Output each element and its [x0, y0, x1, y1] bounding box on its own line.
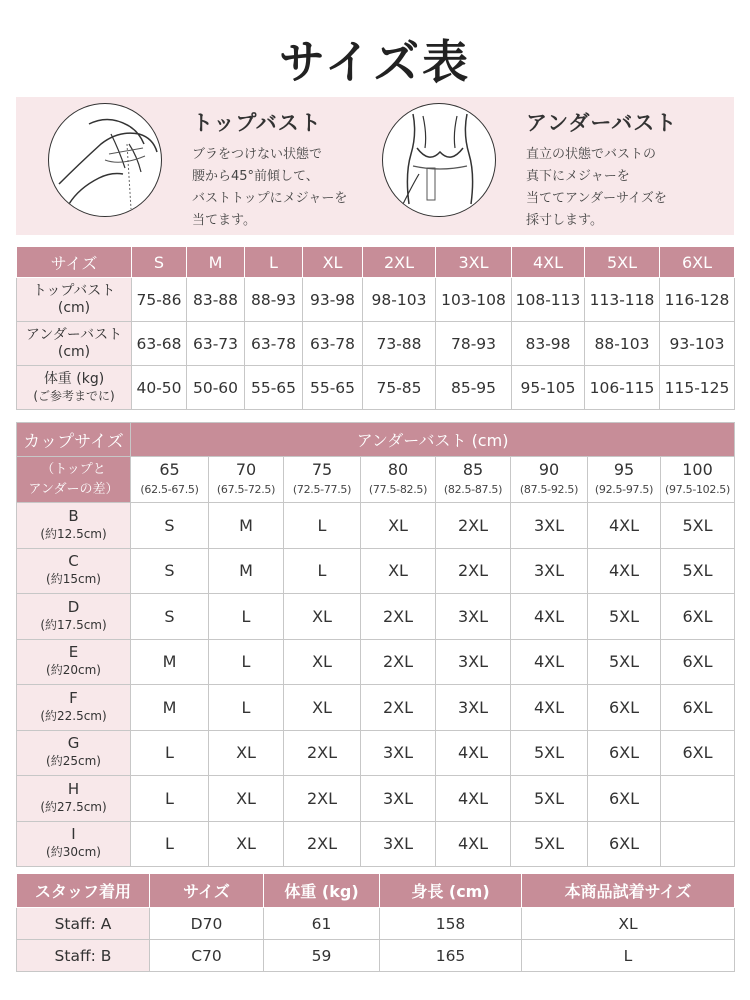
table-cell: 75-85: [363, 366, 436, 410]
row-label-unit: (cm): [57, 299, 91, 316]
table-row: [17, 594, 735, 640]
band-size: 85: [462, 459, 484, 479]
table-cell: 4XL: [511, 594, 588, 640]
table-cell: 4XL: [436, 730, 511, 776]
table-cell: 4XL: [436, 821, 511, 867]
table-cell: 5XL: [661, 503, 735, 549]
table-cell: 3XL: [511, 548, 588, 594]
row-label-text: 体重 (kg): [43, 370, 105, 387]
table-cell: 2XL: [436, 548, 511, 594]
table-cell: 5XL: [511, 776, 588, 822]
table-cell: 4XL: [511, 685, 588, 731]
table-cell: 103-108: [436, 278, 512, 322]
band-size: 80: [387, 459, 409, 479]
table-cell: 40-50: [132, 366, 187, 410]
table-cell: L: [131, 730, 209, 776]
cup-label: [17, 548, 131, 594]
table-cell: 63-78: [245, 322, 303, 366]
cup-size-table: [16, 422, 735, 867]
table-cell: M: [209, 503, 284, 549]
table-cell: 78-93: [436, 322, 512, 366]
table-cell: 3XL: [361, 730, 436, 776]
cup-diff: (約17.5cm): [40, 617, 107, 632]
cup-diff: (約15cm): [46, 572, 101, 587]
table-cell: XL: [361, 503, 436, 549]
table-cell: 5XL: [511, 821, 588, 867]
table-row: [17, 366, 735, 410]
staff-name: Staff: A: [17, 908, 150, 940]
band-size-cell: [361, 457, 436, 503]
table-cell: 61: [264, 908, 380, 940]
cup-diff: (約12.5cm): [40, 526, 107, 541]
cup-label: [17, 594, 131, 640]
table-cell: 3XL: [436, 594, 511, 640]
staff-table-header: [17, 874, 735, 908]
table-cell: M: [131, 639, 209, 685]
table-cell: L: [522, 940, 735, 972]
staff-header-cell: 身長 (cm): [380, 874, 522, 908]
table-row: [17, 908, 735, 940]
table-row: [17, 685, 735, 731]
under-bust-band-title: アンダーバスト (cm): [131, 423, 735, 457]
table-cell: 3XL: [436, 685, 511, 731]
table-cell: 106-115: [585, 366, 660, 410]
band-range: (92.5-97.5): [594, 482, 654, 496]
staff-header-cell: 本商品試着サイズ: [522, 874, 735, 908]
table-cell: 6XL: [661, 594, 735, 640]
table-cell: 4XL: [588, 548, 661, 594]
table-row: [17, 730, 735, 776]
table-cell: XL: [209, 776, 284, 822]
table-cell: 6XL: [661, 685, 735, 731]
row-label-text: トップバスト: [32, 282, 116, 299]
table-cell: M: [131, 685, 209, 731]
table-cell: 108-113: [512, 278, 585, 322]
band-range: (87.5-92.5): [519, 482, 579, 496]
table-cell: 2XL: [284, 821, 361, 867]
cup-label: [17, 776, 131, 822]
table-cell: L: [284, 503, 361, 549]
table-cell: XL: [361, 548, 436, 594]
band-size-cell: [511, 457, 588, 503]
top-bust-description: ブラをつけない状態で 腰から45°前傾して、 バストトップにメジャーを 当てます。: [192, 147, 348, 228]
cup-corner-subtitle: [17, 457, 131, 503]
band-range: (97.5-102.5): [665, 482, 730, 496]
row-label: [17, 322, 132, 366]
table-cell: 93-98: [303, 278, 363, 322]
top-bust-guide: [46, 97, 376, 235]
cup-label: [17, 821, 131, 867]
table-cell: XL: [209, 730, 284, 776]
cup-diff: (約30cm): [46, 845, 101, 860]
table-cell: [661, 821, 735, 867]
table-cell: 5XL: [661, 548, 735, 594]
band-size-cell: [661, 457, 735, 503]
table-cell: 59: [264, 940, 380, 972]
cup-table-subheader: [17, 457, 735, 503]
table-cell: 6XL: [588, 776, 661, 822]
table-cell: 3XL: [436, 639, 511, 685]
table-cell: D70: [150, 908, 264, 940]
under-bust-illustration-icon: [382, 103, 496, 217]
staff-table: [16, 873, 735, 972]
table-cell: 88-103: [585, 322, 660, 366]
band-size-cell: [284, 457, 361, 503]
staff-header-cell: 体重 (kg): [264, 874, 380, 908]
table-cell: 113-118: [585, 278, 660, 322]
table-cell: 95-105: [512, 366, 585, 410]
size-header-cell: 2XL: [363, 247, 436, 278]
table-cell: L: [131, 776, 209, 822]
staff-name: Staff: B: [17, 940, 150, 972]
cup-letter: B: [68, 506, 79, 525]
table-cell: XL: [284, 639, 361, 685]
cup-letter: F: [69, 688, 78, 707]
band-range: (62.5-67.5): [140, 482, 199, 496]
row-label-unit: (cm): [57, 343, 91, 360]
cup-diff: (約25cm): [46, 754, 101, 769]
table-cell: L: [131, 821, 209, 867]
table-cell: 63-68: [132, 322, 187, 366]
table-cell: 2XL: [436, 503, 511, 549]
table-row: [17, 548, 735, 594]
table-cell: 6XL: [661, 730, 735, 776]
table-row: [17, 940, 735, 972]
under-bust-guide: [380, 97, 720, 235]
cup-letter: D: [67, 597, 80, 616]
table-cell: 5XL: [511, 730, 588, 776]
size-header-cell: S: [132, 247, 187, 278]
table-cell: 3XL: [361, 821, 436, 867]
table-cell: 63-73: [187, 322, 245, 366]
band-range: (67.5-72.5): [216, 482, 276, 496]
table-cell: 2XL: [361, 594, 436, 640]
table-cell: 6XL: [588, 685, 661, 731]
band-size-cell: [436, 457, 511, 503]
cup-diff: (約22.5cm): [40, 708, 107, 723]
band-size-cell: [209, 457, 284, 503]
band-size: 70: [235, 459, 257, 479]
cup-corner-title: カップサイズ: [17, 423, 131, 457]
cup-letter: I: [71, 825, 76, 844]
table-row: [17, 821, 735, 867]
table-cell: 5XL: [588, 594, 661, 640]
size-header-cell: 3XL: [436, 247, 512, 278]
table-cell: 98-103: [363, 278, 436, 322]
size-header-cell: M: [187, 247, 245, 278]
table-cell: 85-95: [436, 366, 512, 410]
table-cell: 4XL: [436, 776, 511, 822]
table-cell: 158: [380, 908, 522, 940]
band-range: (72.5-77.5): [292, 482, 352, 496]
table-cell: XL: [284, 594, 361, 640]
staff-header-cell: サイズ: [150, 874, 264, 908]
table-cell: 165: [380, 940, 522, 972]
table-cell: 5XL: [588, 639, 661, 685]
table-cell: L: [209, 594, 284, 640]
band-size-cell: [588, 457, 661, 503]
cup-letter: H: [67, 779, 80, 798]
band-size: 95: [613, 459, 635, 479]
table-cell: 2XL: [361, 639, 436, 685]
table-cell: 4XL: [511, 639, 588, 685]
band-size-cell: [131, 457, 209, 503]
table-row: [17, 278, 735, 322]
size-header-cell: L: [245, 247, 303, 278]
staff-header-cell: スタッフ着用: [17, 874, 150, 908]
band-size: 75: [311, 459, 333, 479]
row-label-note: (ご参考までに): [33, 388, 115, 403]
table-cell: 6XL: [588, 821, 661, 867]
table-cell: L: [209, 639, 284, 685]
table-cell: 88-93: [245, 278, 303, 322]
size-table: [16, 246, 735, 410]
table-cell: S: [131, 503, 209, 549]
top-bust-title: トップバスト: [192, 111, 322, 135]
cup-label: [17, 685, 131, 731]
table-cell: C70: [150, 940, 264, 972]
cup-letter: E: [68, 643, 79, 662]
table-row: [17, 639, 735, 685]
table-cell: 115-125: [660, 366, 735, 410]
table-cell: M: [209, 548, 284, 594]
corner-sub-line: アンダーの差）: [28, 481, 119, 497]
table-cell: XL: [209, 821, 284, 867]
table-cell: 83-98: [512, 322, 585, 366]
table-cell: 93-103: [660, 322, 735, 366]
table-cell: L: [284, 548, 361, 594]
table-cell: XL: [284, 685, 361, 731]
table-cell: 116-128: [660, 278, 735, 322]
under-bust-title: アンダーバスト: [526, 111, 678, 135]
measurement-guide: [16, 97, 734, 235]
table-cell: XL: [522, 908, 735, 940]
cup-label: [17, 639, 131, 685]
table-cell: 2XL: [284, 730, 361, 776]
cup-diff: (約27.5cm): [40, 799, 107, 814]
corner-sub-line: （トップと: [41, 461, 106, 477]
band-size: 90: [538, 459, 560, 479]
row-label: [17, 278, 132, 322]
table-row: [17, 776, 735, 822]
table-cell: 55-65: [245, 366, 303, 410]
table-cell: 63-78: [303, 322, 363, 366]
band-range: (82.5-87.5): [443, 482, 503, 496]
table-cell: S: [131, 548, 209, 594]
size-header-cell: XL: [303, 247, 363, 278]
size-header-cell: 5XL: [585, 247, 660, 278]
table-cell: 2XL: [284, 776, 361, 822]
row-label-text: アンダーバスト: [25, 326, 123, 343]
table-cell: 83-88: [187, 278, 245, 322]
table-cell: 3XL: [361, 776, 436, 822]
table-cell: L: [209, 685, 284, 731]
table-cell: 3XL: [511, 503, 588, 549]
row-label: [17, 366, 132, 410]
table-cell: 6XL: [588, 730, 661, 776]
band-range: (77.5-82.5): [368, 482, 428, 496]
page-title: サイズ表: [278, 35, 472, 89]
table-cell: 50-60: [187, 366, 245, 410]
size-table-header: [17, 247, 735, 278]
table-cell: 55-65: [303, 366, 363, 410]
band-size: 65: [159, 459, 180, 479]
size-header-cell: 6XL: [660, 247, 735, 278]
table-row: [17, 322, 735, 366]
under-bust-description: 直立の状態でバストの 真下にメジャーを 当ててアンダーサイズを 採寸します。: [526, 147, 667, 228]
band-size: 100: [682, 459, 713, 479]
size-header-cell: 4XL: [512, 247, 585, 278]
table-row: [17, 503, 735, 549]
table-cell: 6XL: [661, 639, 735, 685]
cup-label: [17, 730, 131, 776]
table-cell: 73-88: [363, 322, 436, 366]
top-bust-illustration-icon: [48, 103, 162, 217]
cup-letter: G: [67, 734, 80, 753]
size-header-cell: サイズ: [17, 247, 132, 278]
table-cell: [661, 776, 735, 822]
table-cell: 75-86: [132, 278, 187, 322]
cup-label: [17, 503, 131, 549]
cup-table-header: [17, 423, 735, 457]
table-cell: 2XL: [361, 685, 436, 731]
cup-diff: (約20cm): [46, 663, 101, 678]
table-cell: 4XL: [588, 503, 661, 549]
cup-letter: C: [68, 552, 79, 571]
table-cell: S: [131, 594, 209, 640]
